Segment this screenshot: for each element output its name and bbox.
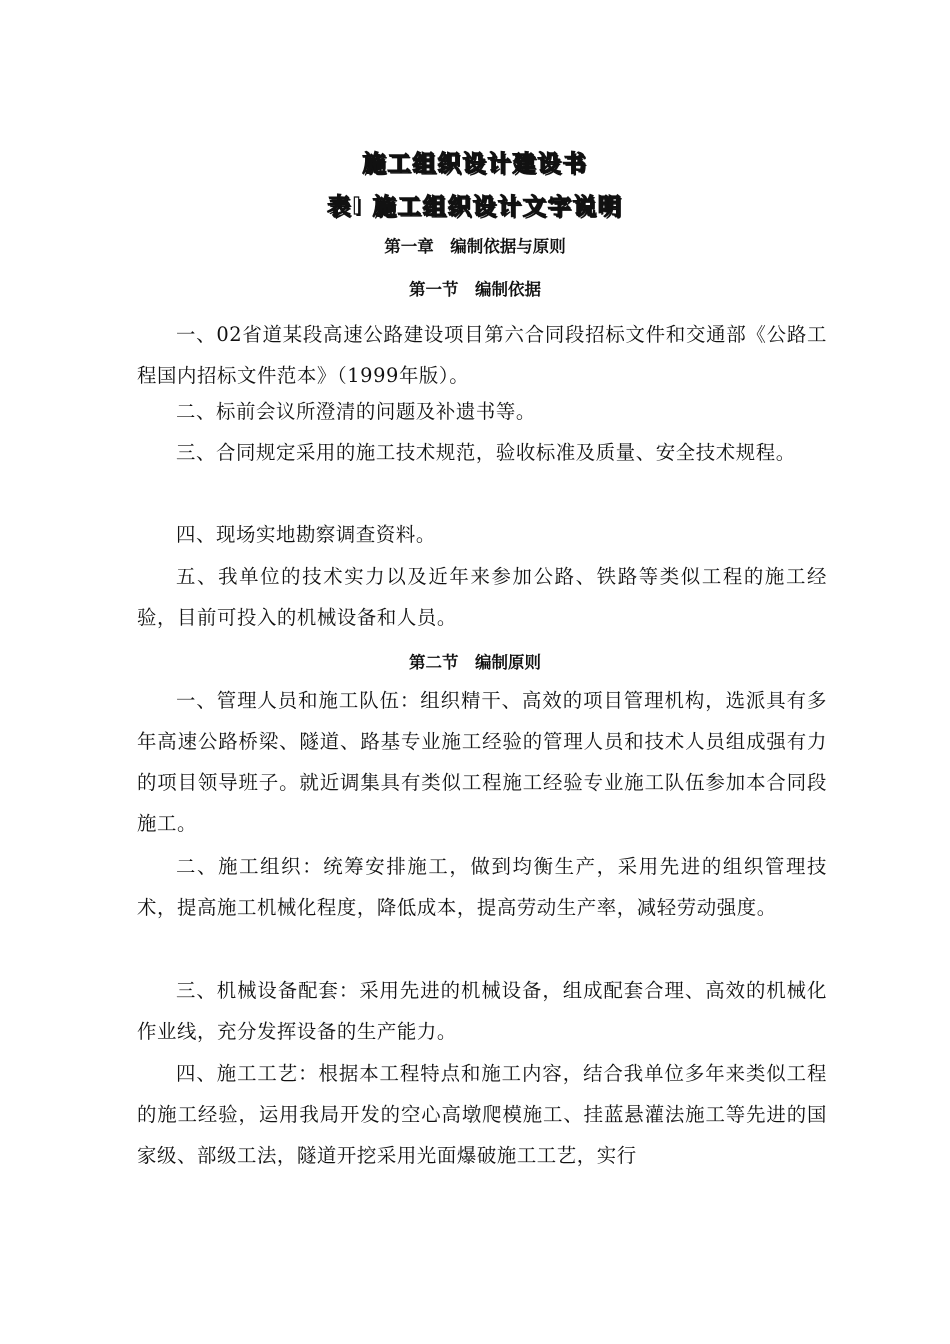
document-subtitle: 表Ⅰ 施工组织设计文字说明	[327, 194, 623, 220]
paragraph: 四、施工工艺：根据本工程特点和施工内容，结合我单位多年来类似工程的施工经验，运用我局开发的空心高墩爬模施工、挂蓝悬灌法施工等先进的国家级、部级工法，隧道开挖采用光面爆破施工工艺，实行	[137, 1062, 827, 1167]
paragraph: 四、现场实地勘察调查资料。	[176, 523, 436, 546]
section-heading-basis: 第一节 编制依据	[409, 280, 541, 299]
paragraph: 一、02省道某段高速公路建设项目第六合同段招标文件和交通部《公路工程国内招标文件范本》（1999年版）。	[137, 323, 827, 387]
paragraph: 二、标前会议所澄清的问题及补遗书等。	[176, 400, 536, 423]
document-title: 施工组织设计建设书	[362, 151, 588, 177]
section-heading-principles: 第二节 编制原则	[409, 653, 541, 672]
paragraph: 三、机械设备配套：采用先进的机械设备，组成配套合理、高效的机械化作业线，充分发挥设备的生产能力。	[137, 979, 827, 1043]
paragraph: 五、我单位的技术实力以及近年来参加公路、铁路等类似工程的施工经验，目前可投入的机械设备和人员。	[137, 565, 827, 629]
paragraph: 三、合同规定采用的施工技术规范，验收标准及质量、安全技术规程。	[176, 441, 796, 464]
paragraph: 二、施工组织：统筹安排施工，做到均衡生产，采用先进的组织管理技术，提高施工机械化程度，降低成本，提高劳动生产率，减轻劳动强度。	[137, 855, 827, 919]
paragraph: 一、管理人员和施工队伍：组织精干、高效的项目管理机构，选派具有多年高速公路桥梁、隧道、路基专业施工经验的管理人员和技术人员组成强有力的项目领导班子。就近调集具有类似工程施工经验专业施工队伍参加本合同段施工。	[137, 689, 827, 835]
chapter-heading: 第一章 编制依据与原则	[384, 237, 566, 256]
